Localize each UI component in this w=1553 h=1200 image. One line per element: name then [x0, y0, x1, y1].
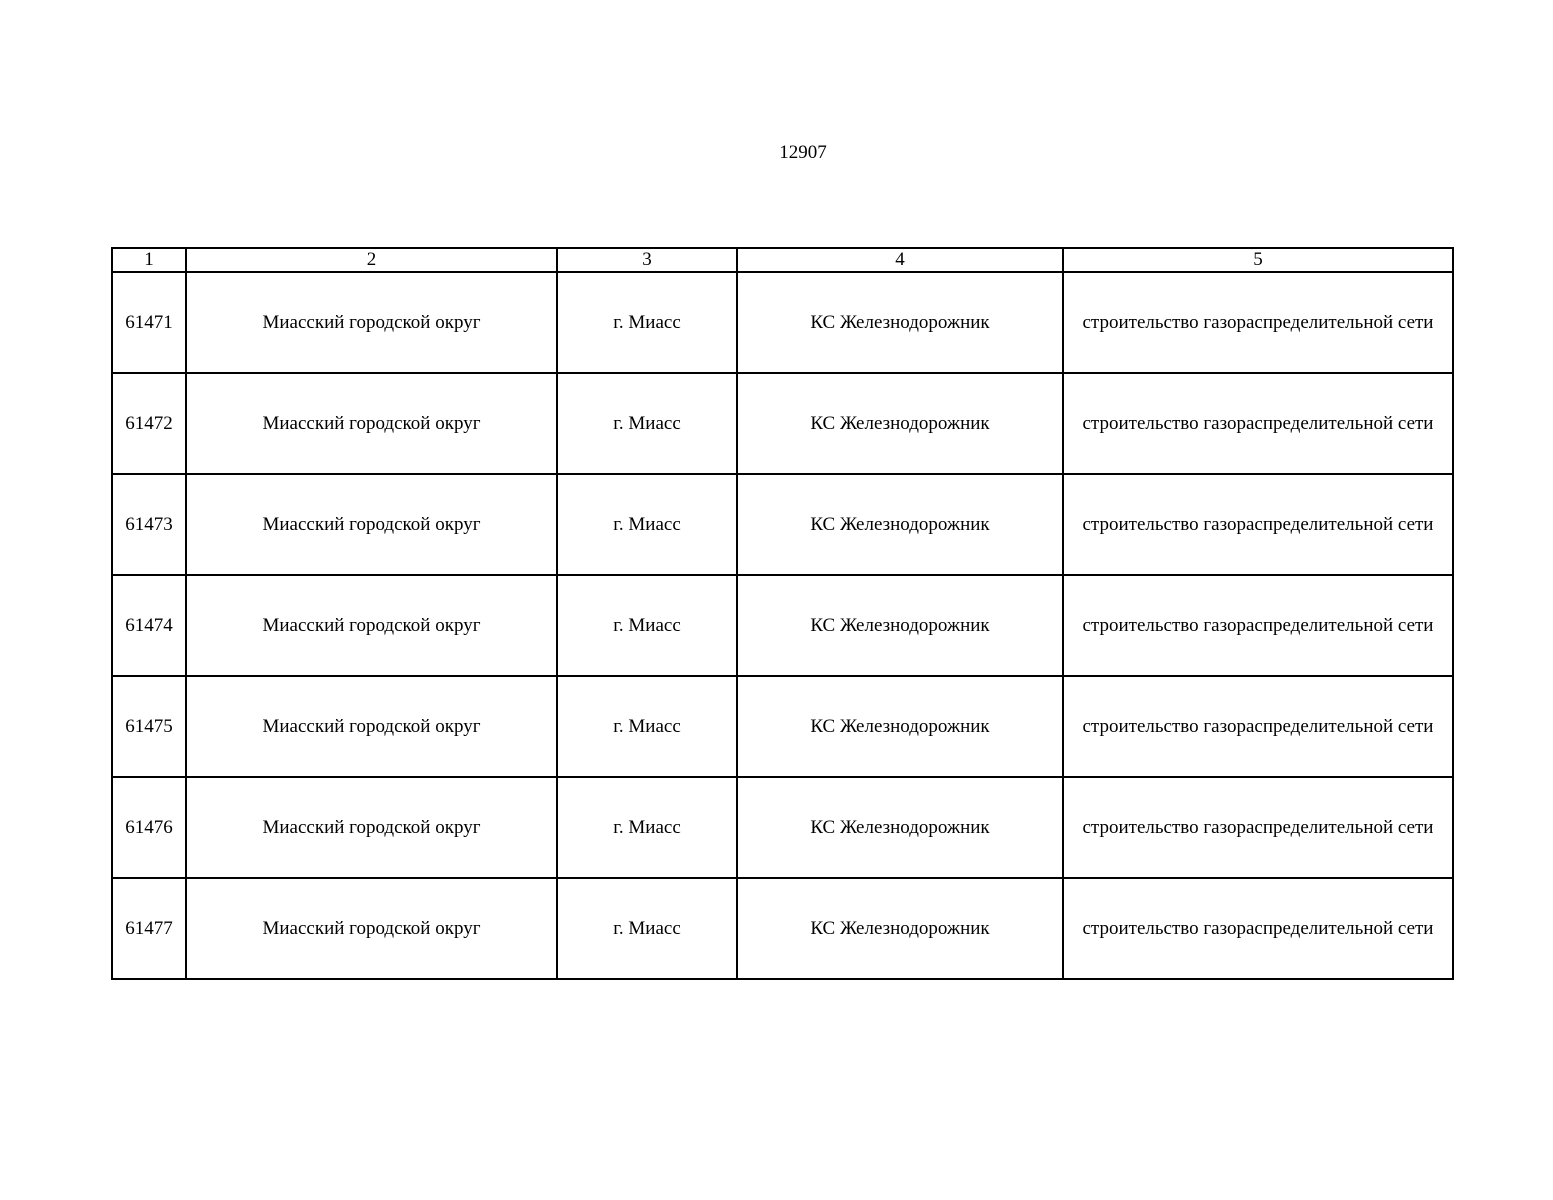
cell-activity: строительство газораспределительной сети [1063, 575, 1453, 676]
cell-district: Миасский городской округ [186, 676, 557, 777]
cell-object: КС Железнодорожник [737, 777, 1063, 878]
column-header: 2 [186, 248, 557, 272]
cell-city: г. Миасс [557, 676, 737, 777]
cell-district: Миасский городской округ [186, 474, 557, 575]
table-header-row [112, 248, 1453, 272]
cell-city: г. Миасс [557, 777, 737, 878]
cell-object: КС Железнодорожник [737, 272, 1063, 373]
cell-district: Миасский городской округ [186, 373, 557, 474]
cell-object: КС Железнодорожник [737, 474, 1063, 575]
cell-id: 61477 [112, 878, 186, 979]
column-header: 5 [1063, 248, 1453, 272]
cell-district: Миасский городской округ [186, 575, 557, 676]
cell-city: г. Миасс [557, 878, 737, 979]
cell-city: г. Миасс [557, 575, 737, 676]
cell-activity: строительство газораспределительной сети [1063, 777, 1453, 878]
table-row [112, 575, 1453, 676]
table-row [112, 676, 1453, 777]
cell-id: 61474 [112, 575, 186, 676]
table-row [112, 474, 1453, 575]
cell-activity: строительство газораспределительной сети [1063, 878, 1453, 979]
cell-id: 61475 [112, 676, 186, 777]
cell-object: КС Железнодорожник [737, 676, 1063, 777]
cell-city: г. Миасс [557, 272, 737, 373]
cell-activity: строительство газораспределительной сети [1063, 272, 1453, 373]
cell-object: КС Железнодорожник [737, 575, 1063, 676]
cell-activity: строительство газораспределительной сети [1063, 474, 1453, 575]
cell-activity: строительство газораспределительной сети [1063, 676, 1453, 777]
cell-id: 61476 [112, 777, 186, 878]
page-number: 12907 [779, 142, 827, 163]
data-table [111, 247, 1454, 980]
table-row [112, 878, 1453, 979]
column-header: 1 [112, 248, 186, 272]
cell-id: 61472 [112, 373, 186, 474]
cell-district: Миасский городской округ [186, 272, 557, 373]
cell-city: г. Миасс [557, 373, 737, 474]
cell-id: 61473 [112, 474, 186, 575]
cell-district: Миасский городской округ [186, 777, 557, 878]
cell-district: Миасский городской округ [186, 878, 557, 979]
cell-object: КС Железнодорожник [737, 373, 1063, 474]
table-row [112, 373, 1453, 474]
table-row [112, 777, 1453, 878]
column-header: 4 [737, 248, 1063, 272]
table-row [112, 272, 1453, 373]
cell-city: г. Миасс [557, 474, 737, 575]
cell-activity: строительство газораспределительной сети [1063, 373, 1453, 474]
cell-id: 61471 [112, 272, 186, 373]
cell-object: КС Железнодорожник [737, 878, 1063, 979]
column-header: 3 [557, 248, 737, 272]
